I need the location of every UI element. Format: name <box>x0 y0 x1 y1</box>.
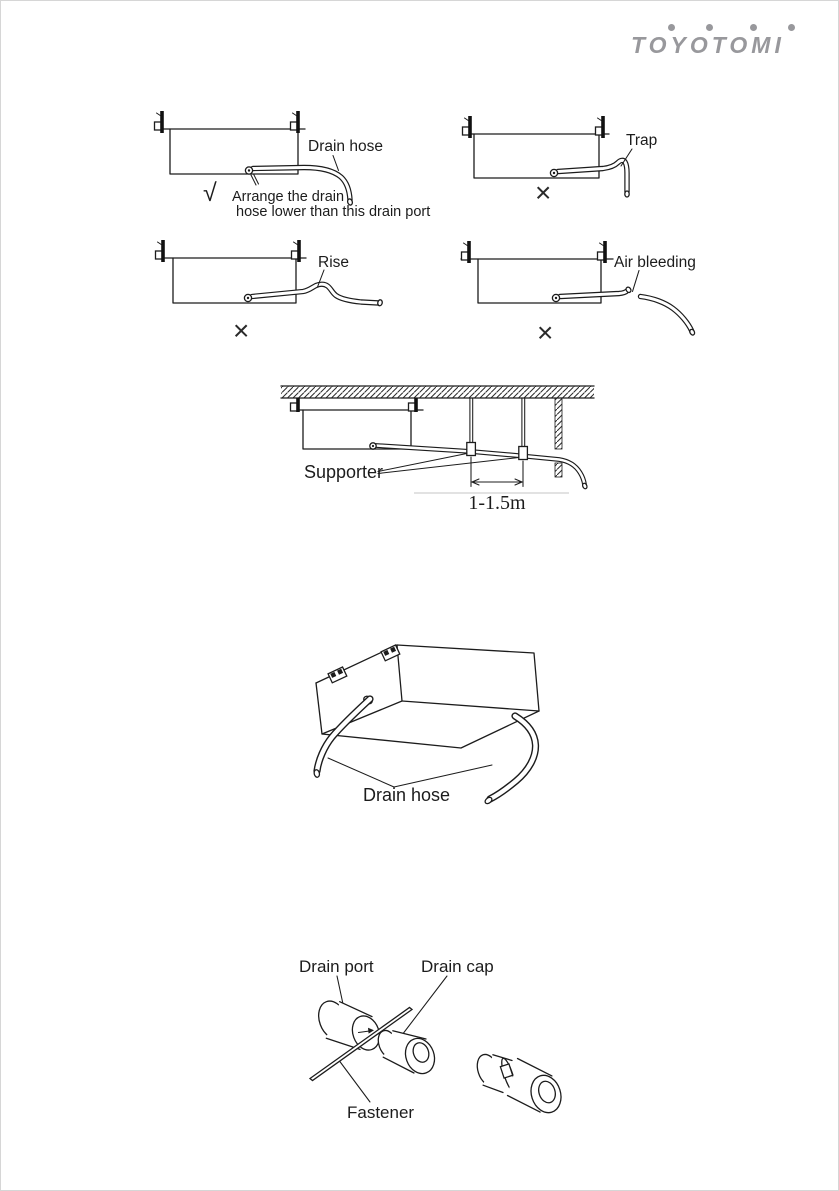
hose-clamp <box>519 447 528 460</box>
drain-hose-path <box>558 160 629 197</box>
label-leader <box>328 758 492 787</box>
drain-port <box>552 294 559 301</box>
caption-leader <box>251 174 259 185</box>
dimension <box>414 457 569 514</box>
supporter-rod <box>470 398 473 444</box>
drain-hose-label: Drain hose <box>308 138 383 155</box>
diagram-supporter <box>271 376 606 518</box>
logo-dot <box>750 24 757 31</box>
wall <box>555 398 562 477</box>
drain-port-cylinder <box>314 997 385 1054</box>
hanger-bolt <box>409 398 417 412</box>
logo-dot <box>706 24 713 31</box>
hanger-bolt <box>463 116 471 138</box>
air-bleeding-label: Air bleeding <box>614 254 696 271</box>
mounting-bracket <box>328 667 347 683</box>
indoor-unit-3d <box>316 645 539 748</box>
cross-mark: × <box>537 317 554 348</box>
toyotomi-logo <box>631 21 831 59</box>
hanger-bolt <box>596 116 604 138</box>
drain-port <box>370 443 376 449</box>
dimension-label: 1-1.5m <box>468 492 526 514</box>
drain-cap-part <box>375 1028 440 1078</box>
cross-mark: × <box>233 315 250 346</box>
check-mark: √ <box>203 179 217 207</box>
indoor-unit <box>291 410 423 449</box>
caption-line2: hose lower than this drain port <box>236 204 431 220</box>
supporter-label: Supporter <box>304 462 384 482</box>
diagram-unit-3d <box>301 631 621 816</box>
hanger-bolt <box>291 398 299 412</box>
fastener-label: Fastener <box>347 1103 415 1122</box>
hanger-bolt <box>462 241 470 263</box>
trap-label: Trap <box>626 132 658 149</box>
hanger-bolt <box>598 241 606 263</box>
assembled-drain-cap <box>474 1052 566 1117</box>
hanger-bolt <box>291 111 299 133</box>
label-leader <box>338 1059 370 1102</box>
label-leader <box>633 271 640 292</box>
logo-dot <box>788 24 795 31</box>
diagram-drain-parts <box>281 946 601 1131</box>
drain-hose-path <box>560 286 696 336</box>
hose-clamp <box>467 443 476 456</box>
logo-text: TOYOTOMI <box>631 32 785 58</box>
rise-label: Rise <box>318 254 350 271</box>
supporter-rod <box>522 398 525 448</box>
drain-hose-path <box>484 716 536 805</box>
diagram-correct-arrangement <box>141 101 451 229</box>
drain-port <box>244 294 251 301</box>
logo-dot <box>668 24 675 31</box>
drain-port <box>550 169 557 176</box>
hanger-bolt <box>292 240 300 262</box>
drain-port-label: Drain port <box>299 957 374 976</box>
cross-mark: × <box>535 177 552 208</box>
label-leader <box>333 156 339 171</box>
label-leader <box>378 454 519 474</box>
mounting-bracket <box>381 645 400 661</box>
diagram-rise <box>141 236 451 344</box>
hanger-bolt <box>155 111 163 133</box>
drain-port <box>245 167 252 174</box>
drain-hose-label: Drain hose <box>363 785 451 805</box>
hanger-bolt <box>156 240 164 262</box>
caption-line1: Arrange the drain <box>232 189 345 205</box>
indoor-unit <box>156 258 306 303</box>
diagram-air-bleeding <box>441 236 741 348</box>
label-leader <box>402 976 447 1035</box>
diagram-trap <box>451 101 711 221</box>
ceiling <box>281 386 594 398</box>
drain-cap-label: Drain cap <box>421 957 494 976</box>
